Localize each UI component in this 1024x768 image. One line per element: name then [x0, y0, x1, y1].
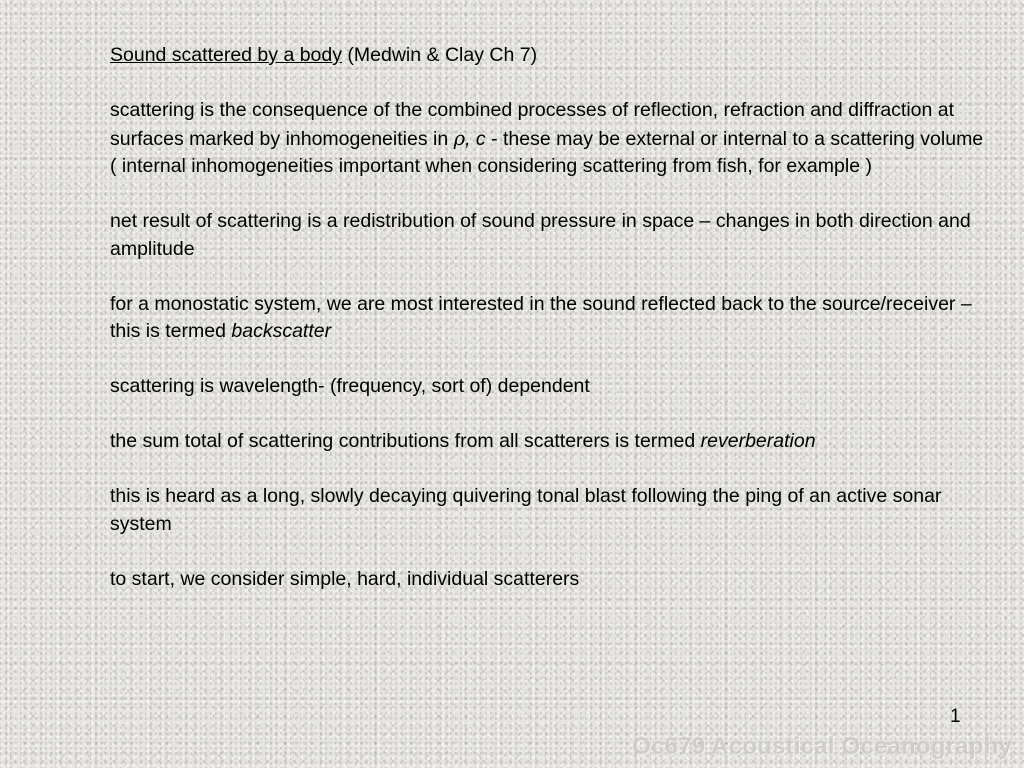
rho-symbol: ρ [453, 126, 466, 150]
slide-heading [110, 42, 990, 70]
c-symbol: , c [465, 127, 486, 150]
page-number: 1 [950, 706, 961, 727]
paragraph-text: the sum total of scattering contributions from all scatterers is termed [110, 430, 701, 452]
paragraph-scattering-definition [110, 97, 990, 181]
paragraph-sum-total [110, 428, 990, 456]
paragraph-to-start: to start, we consider simple, hard, individual scatterers [110, 567, 580, 590]
term-backscatter: backscatter [231, 320, 332, 342]
paragraph-wavelength: scattering is wavelength- (frequency, sort of) dependent [110, 375, 590, 397]
heading-title: Sound scattered by a body [110, 44, 342, 66]
paragraph-text: - these may be external or internal to a scattering volume ( internal inhomogeneities important when considering scattering from fish, for example ) [110, 127, 984, 177]
course-label: Oc679 Acoustical Oceanography [632, 733, 1012, 760]
term-reverberation: reverberation [700, 430, 816, 452]
paragraph-monostatic [110, 291, 990, 346]
paragraph-text: scattering is the consequence of the combined processes of reflection, refraction and diffraction at surfaces marked by inhomogeneities in [110, 99, 955, 150]
heading-reference: (Medwin & Clay Ch 7) [342, 44, 538, 66]
paragraph-heard-as: this is heard as a long, slowly decaying quivering tonal blast following the ping of an active sonar system [110, 485, 942, 535]
paragraph-text: for a monostatic system, we are most interested in the sound reflected back to the source/receiver – this is termed [110, 292, 972, 342]
paragraph-net-result: net result of scattering is a redistribution of sound pressure in space – changes in both direction and amplitude [110, 210, 971, 260]
slide-content [110, 42, 990, 621]
